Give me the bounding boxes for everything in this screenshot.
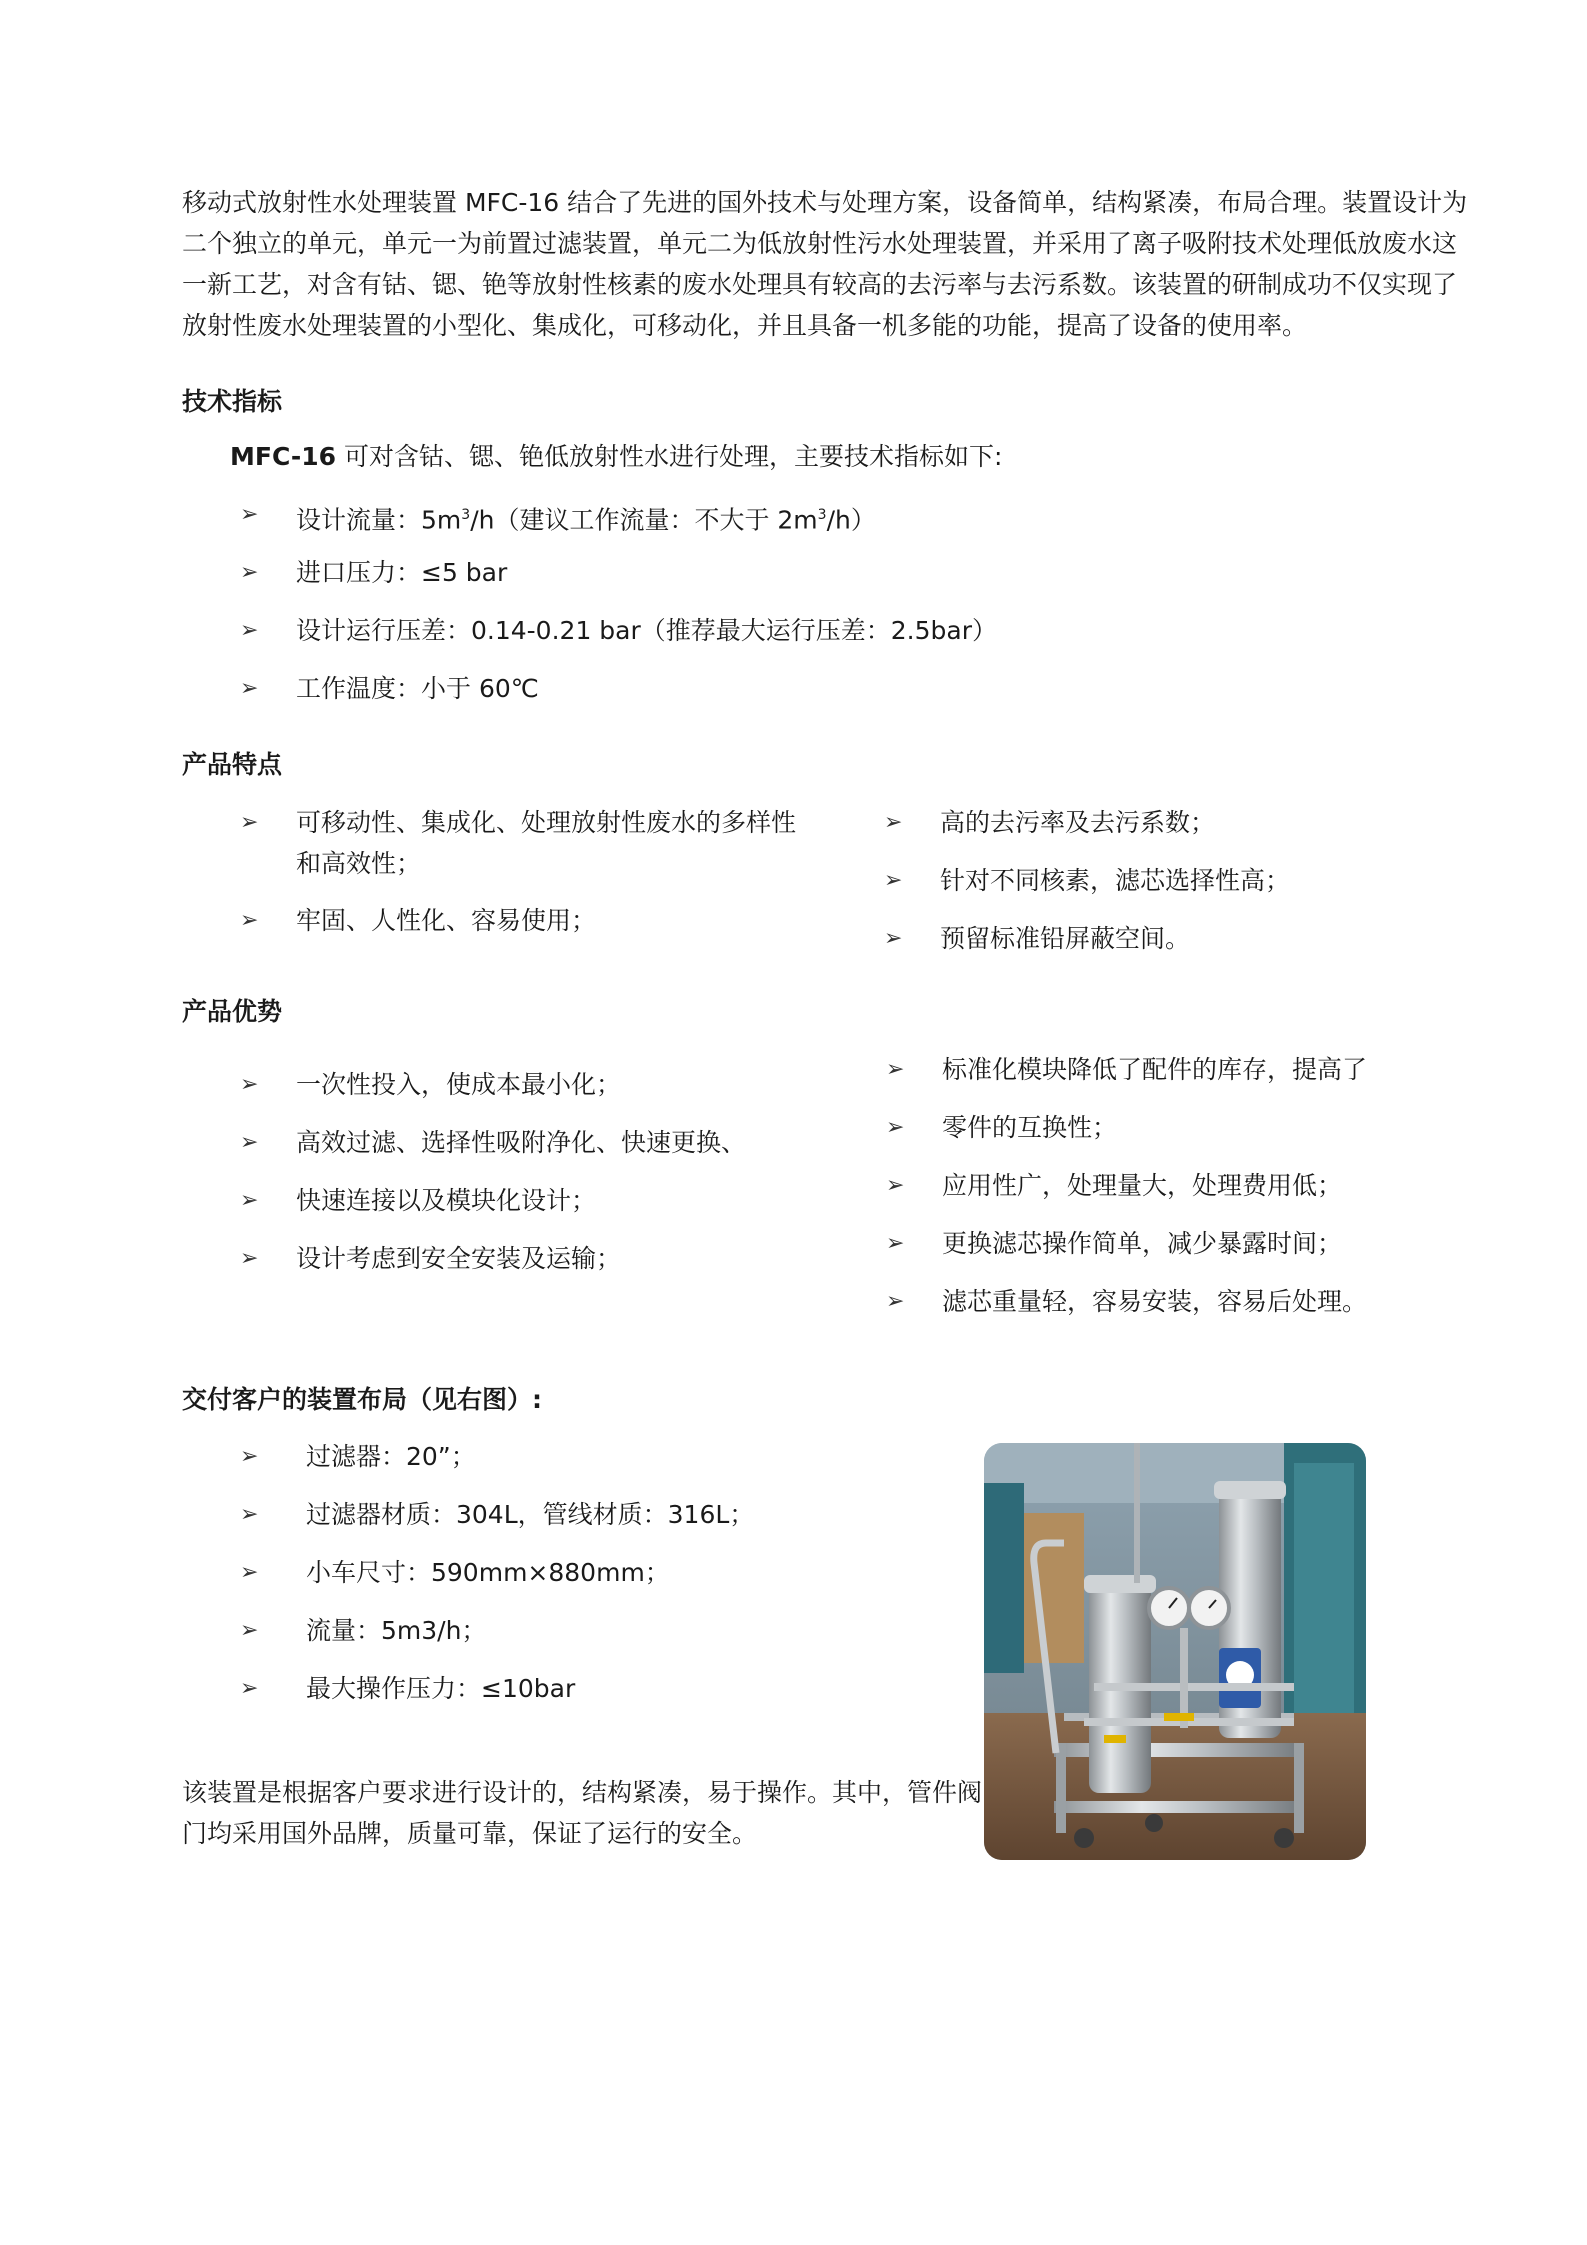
feature-item-text: 和高效性；	[296, 849, 422, 878]
feature-item-text: 牢固、人性化、容易使用；	[296, 906, 597, 935]
intro-line: 二个独立的单元，单元一为前置过滤装置，单元二为低放射性污水处理装置，并采用了离子吸附技术处理低放废水这	[182, 229, 1458, 258]
tech-item-text: 设计运行压差：0.14-0.21 bar（推荐最大运行压差：2.5bar）	[296, 616, 997, 645]
arrow-bullet-icon: ➢	[240, 560, 259, 585]
closing-line: 该装置是根据客户要求进行设计的，结构紧凑，易于操作。其中，管件阀	[182, 1778, 983, 1807]
arrow-bullet-icon: ➢	[240, 1502, 259, 1527]
flow-text: /h）	[826, 505, 876, 535]
advantage-item-text: 标准化模块降低了配件的库存，提高了	[942, 1055, 1368, 1084]
advantage-item-text: 更换滤芯操作简单，减少暴露时间；	[942, 1229, 1343, 1258]
tech-heading: 技术指标	[182, 387, 283, 416]
tech-subline-text: 可对含钴、锶、铯低放射性水进行处理，主要技术指标如下:	[336, 442, 1003, 471]
arrow-bullet-icon: ➢	[886, 1115, 905, 1140]
arrow-bullet-icon: ➢	[886, 1289, 905, 1314]
advantage-item-text: 一次性投入，使成本最小化；	[296, 1070, 622, 1099]
flow-text: /h（建议工作流量：不大于 2m	[470, 505, 818, 535]
layout-item-text: 过滤器：20”；	[306, 1442, 476, 1471]
arrow-bullet-icon: ➢	[886, 1231, 905, 1256]
tech-subline	[230, 440, 1002, 474]
layout-item-text: 过滤器材质：304L，管线材质：316L；	[306, 1500, 755, 1529]
intro-paragraph	[182, 182, 1468, 346]
feature-item-text: 可移动性、集成化、处理放射性废水的多样性	[296, 808, 797, 837]
arrow-bullet-icon: ➢	[884, 810, 903, 835]
arrow-bullet-icon: ➢	[240, 618, 259, 643]
arrow-bullet-icon: ➢	[240, 1246, 259, 1271]
arrow-bullet-icon: ➢	[240, 1618, 259, 1643]
equipment-photo	[984, 1443, 1366, 1860]
advantage-item-text: 零件的互换性；	[942, 1113, 1118, 1142]
advantage-item-text: 滤芯重量轻，容易安装，容易后处理。	[942, 1287, 1368, 1316]
arrow-bullet-icon: ➢	[886, 1057, 905, 1082]
arrow-bullet-icon: ➢	[884, 868, 903, 893]
tech-item-text: 工作温度：小于 60℃	[296, 674, 539, 703]
arrow-bullet-icon: ➢	[240, 1188, 259, 1213]
layout-item-text: 最大操作压力：≤10bar	[306, 1674, 576, 1703]
features-heading: 产品特点	[182, 750, 283, 779]
arrow-bullet-icon: ➢	[240, 1676, 259, 1701]
closing-line: 门均采用国外品牌，质量可靠，保证了运行的安全。	[182, 1819, 758, 1848]
advantage-item-text: 快速连接以及模块化设计；	[296, 1186, 597, 1215]
advantages-heading: 产品优势	[182, 997, 283, 1026]
arrow-bullet-icon: ➢	[240, 502, 259, 527]
tech-item-text	[296, 498, 876, 537]
arrow-bullet-icon: ➢	[240, 1072, 259, 1097]
feature-item-text: 针对不同核素，滤芯选择性高；	[940, 866, 1291, 895]
superscript: 3	[461, 507, 471, 523]
arrow-bullet-icon: ➢	[884, 926, 903, 951]
advantage-item-text: 设计考虑到安全安装及运输；	[296, 1244, 622, 1273]
arrow-bullet-icon: ➢	[886, 1173, 905, 1198]
feature-item-text: 高的去污率及去污系数；	[940, 808, 1216, 837]
arrow-bullet-icon: ➢	[240, 810, 259, 835]
arrow-bullet-icon: ➢	[240, 1444, 259, 1469]
intro-line: 放射性废水处理装置的小型化、集成化，可移动化，并且具备一机多能的功能，提高了设备的使用率。	[182, 311, 1308, 340]
layout-heading: 交付客户的装置布局（见右图）:	[182, 1385, 542, 1414]
intro-line: 移动式放射性水处理装置 MFC-16 结合了先进的国外技术与处理方案，设备简单，结构紧凑，布局合理。装置设计为	[182, 188, 1468, 217]
arrow-bullet-icon: ➢	[240, 1130, 259, 1155]
closing-paragraph	[182, 1772, 982, 1854]
layout-item-text: 小车尺寸：590mm×880mm；	[306, 1558, 670, 1587]
arrow-bullet-icon: ➢	[240, 676, 259, 701]
advantage-item-text: 高效过滤、选择性吸附净化、快速更换、	[296, 1128, 747, 1157]
arrow-bullet-icon: ➢	[240, 908, 259, 933]
flow-text: 设计流量：5m	[296, 505, 462, 535]
model-name: MFC-16	[230, 442, 337, 471]
layout-item-text: 流量：5m3/h；	[306, 1616, 487, 1645]
advantage-item-text: 应用性广，处理量大，处理费用低；	[942, 1171, 1343, 1200]
tech-item-text: 进口压力：≤5 bar	[296, 558, 508, 587]
feature-item-text: 预留标准铅屏蔽空间。	[940, 924, 1191, 953]
superscript: 3	[817, 507, 827, 523]
arrow-bullet-icon: ➢	[240, 1560, 259, 1585]
intro-line: 一新工艺，对含有钴、锶、铯等放射性核素的废水处理具有较高的去污率与去污系数。该装置的研制成功不仅实现了	[182, 270, 1458, 299]
